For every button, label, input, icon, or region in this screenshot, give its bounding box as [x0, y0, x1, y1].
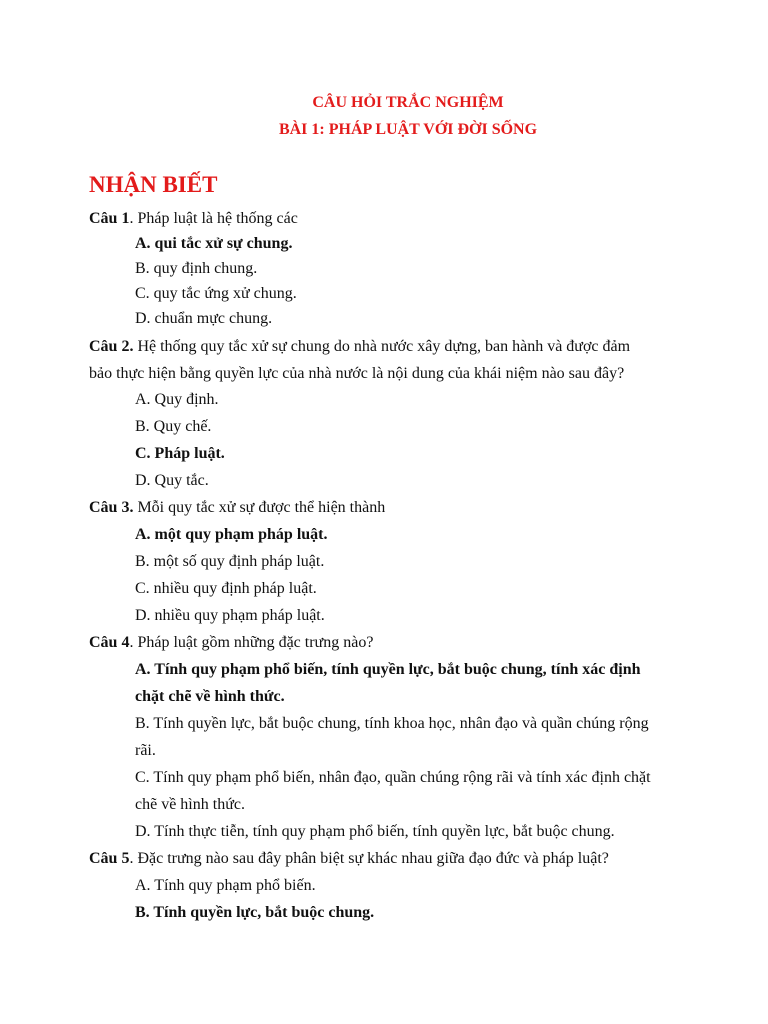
question-4-option-b-continuation: rãi.	[135, 742, 156, 759]
question-2-option-b: B. Quy chế.	[135, 418, 212, 435]
question-text: . Pháp luật gồm những đặc trưng nào?	[129, 634, 374, 651]
question-2	[89, 337, 630, 357]
question-5	[89, 849, 609, 869]
question-1	[89, 209, 298, 229]
question-5-option-b: B. Tính quyền lực, bắt buộc chung.	[135, 904, 375, 921]
question-4-option-a: A. Tính quy phạm phổ biến, tính quyền lực, bắt buộc chung, tính xác định	[135, 661, 641, 678]
question-2-option-a: A. Quy định.	[135, 391, 219, 408]
document-title: CÂU HỎI TRẮC NGHIỆM	[312, 94, 504, 111]
question-text: . Pháp luật là hệ thống các	[129, 210, 298, 227]
question-label: Câu 5	[89, 850, 130, 867]
question-3-option-a: A. một quy phạm pháp luật.	[135, 526, 328, 543]
question-4-option-c-continuation: chẽ về hình thức.	[135, 796, 245, 813]
question-1-option-a: A. qui tắc xử sự chung.	[135, 235, 293, 252]
question-3-option-c: C. nhiều quy định pháp luật.	[135, 580, 317, 597]
document-subtitle: BÀI 1: PHÁP LUẬT VỚI ĐỜI SỐNG	[278, 121, 538, 138]
question-3	[89, 498, 385, 518]
question-2-option-c: C. Pháp luật.	[135, 445, 225, 462]
question-3-option-d: D. nhiều quy phạm pháp luật.	[135, 607, 325, 624]
question-label: Câu 2.	[89, 338, 134, 355]
question-2-continuation: bảo thực hiện bằng quyền lực của nhà nước là nội dung của khái niệm nào sau đây?	[89, 365, 625, 382]
question-label: Câu 1	[89, 210, 130, 227]
question-4	[89, 633, 373, 653]
question-3-option-b: B. một số quy định pháp luật.	[135, 553, 325, 570]
question-text: Hệ thống quy tắc xử sự chung do nhà nước xây dựng, ban hành và được đảm	[133, 338, 631, 355]
question-label: Câu 3.	[89, 499, 134, 516]
question-4-option-b: B. Tính quyền lực, bắt buộc chung, tính khoa học, nhân đạo và quần chúng rộng	[135, 715, 649, 732]
question-2-option-d: D. Quy tắc.	[135, 472, 209, 489]
question-4-option-a-continuation: chặt chẽ về hình thức.	[135, 688, 285, 705]
question-1-option-d: D. chuẩn mực chung.	[135, 310, 273, 327]
section-heading: NHẬN BIẾT	[89, 172, 218, 197]
question-1-option-b: B. quy định chung.	[135, 260, 258, 277]
question-4-option-d: D. Tính thực tiễn, tính quy phạm phổ biến, tính quyền lực, bắt buộc chung.	[135, 823, 615, 840]
question-1-option-c: C. quy tắc ứng xử chung.	[135, 285, 297, 302]
question-text: Mỗi quy tắc xử sự được thể hiện thành	[133, 499, 386, 516]
question-4-option-c: C. Tính quy phạm phổ biến, nhân đạo, quần chúng rộng rãi và tính xác định chặt	[135, 769, 651, 786]
question-label: Câu 4	[89, 634, 130, 651]
question-5-option-a: A. Tính quy phạm phổ biến.	[135, 877, 316, 894]
question-text: . Đặc trưng nào sau đây phân biệt sự khác nhau giữa đạo đức và pháp luật?	[129, 850, 609, 867]
